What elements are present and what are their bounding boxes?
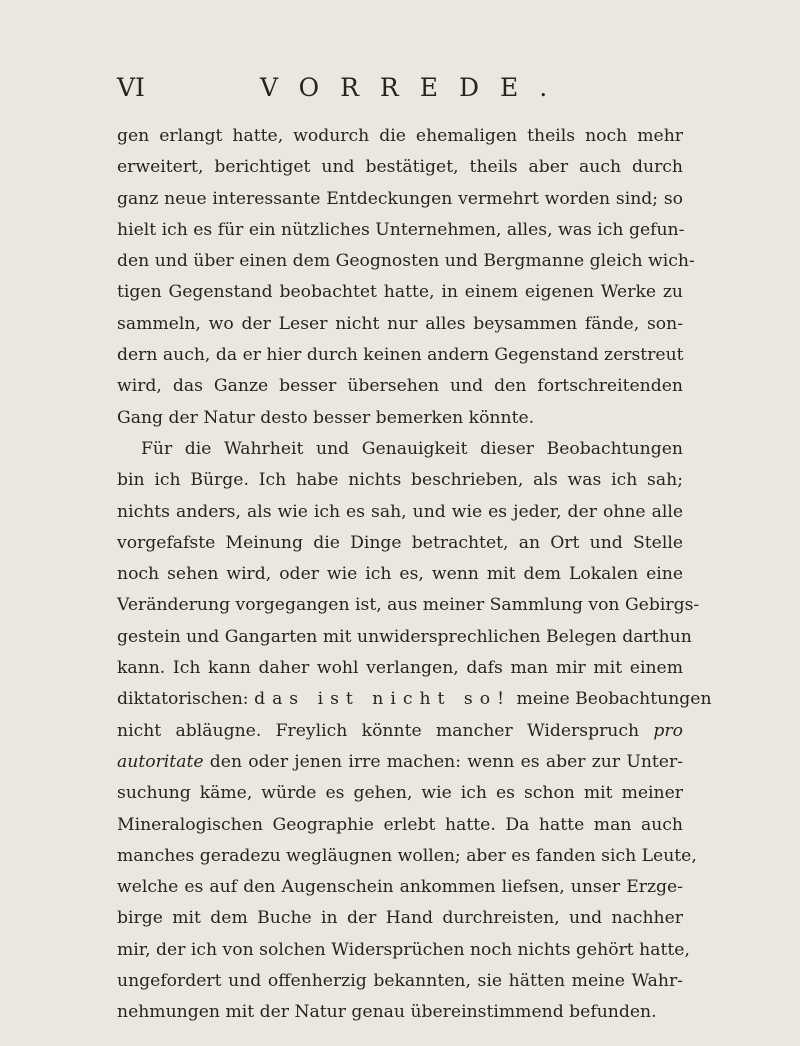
text-line: ungefordert und offenherzig bekannten, sie hätten meine Wahr- [117,971,683,992]
italic-text: pro [653,720,683,741]
italic-text: autoritate [117,751,204,772]
page-number: VI [117,73,145,102]
text-line: Veränderung vorgegangen ist, aus meiner Sammlung von Gebirgs- [117,595,700,616]
text-line: gestein und Gangarten mit unwidersprechlichen Belegen darthun [117,626,692,647]
page-header [117,72,682,112]
text-after-emphasis: meine Beobachtungen [516,689,712,710]
text-line: hielt ich es für ein nützliches Unternehmen, alles, was ich gefun- [117,219,685,240]
paragraph-start-line: Für die Wahrheit und Genauigkeit dieser Beobachtungen [141,438,683,459]
text-line-emphasis [117,684,712,715]
text-line: wird, das Ganze besser übersehen und den fortschreitenden [117,376,683,397]
text-line: tigen Gegenstand beobachtet hatte, in einem eigenen Werke zu [117,282,683,303]
text-line: erweitert, berichtiget und bestätiget, theils aber auch durch [117,157,683,178]
text-line: sammeln, wo der Leser nicht nur alles beysammen fände, son- [117,313,683,334]
body-text [117,121,712,1029]
text-line: vorgefafste Meinung die Dinge betrachtet, an Ort und Stelle [117,532,683,553]
text-line: gen erlangt hatte, wodurch die ehemaligen theils noch mehr [117,126,683,146]
text-line-with-italic [117,716,683,747]
text-segment: nicht abläugne. Freylich könnte mancher Widerspruch [117,720,640,741]
text-line: birge mit dem Buche in der Hand durchreisten, und nachher [117,908,683,929]
text-line: den und über einen dem Geognosten und Bergmanne gleich wich- [117,251,695,272]
paragraph-end-line: nehmungen mit der Natur genau übereinstimmend befunden. [117,1002,657,1023]
text-before-emphasis: diktatorischen: [117,689,249,710]
text-line: kann. Ich kann daher wohl verlangen, dafs man mir mit einem [117,658,683,679]
text-line: noch sehen wird, oder wie ich es, wenn mit dem Lokalen eine [117,564,683,585]
paragraph-end-line: Gang der Natur desto besser bemerken könnte. [117,407,535,428]
text-line: nichts anders, als wie ich es sah, und wie es jeder, der ohne alle [117,501,683,522]
text-line: manches geradezu wegläugnen wollen; aber es fanden sich Leute, [117,845,697,866]
text-line: mir, der ich von solchen Widersprüchen noch nichts gehört hatte, [117,939,690,960]
text-line: Mineralogischen Geographie erlebt hatte. Da hatte man auch [117,814,683,835]
text-line: dern auch, da er hier durch keinen andern Gegenstand zerstreut [117,345,684,366]
text-line: suchung käme, würde es gehen, wie ich es schon mit meiner [117,783,683,804]
text-line-with-italic [117,747,683,778]
text-line: bin ich Bürge. Ich habe nichts beschrieben, als was ich sah; [117,470,683,491]
spaced-emphasis: das ist nicht so! [254,689,511,710]
text-segment: den oder jenen irre machen: wenn es aber zur Unter- [209,751,683,772]
text-line: welche es auf den Augenschein ankommen liefsen, unser Erzge- [117,877,683,898]
text-line: ganz neue interessante Entdeckungen vermehrt worden sind; so [117,188,683,209]
running-title: VORREDE. [260,73,569,102]
